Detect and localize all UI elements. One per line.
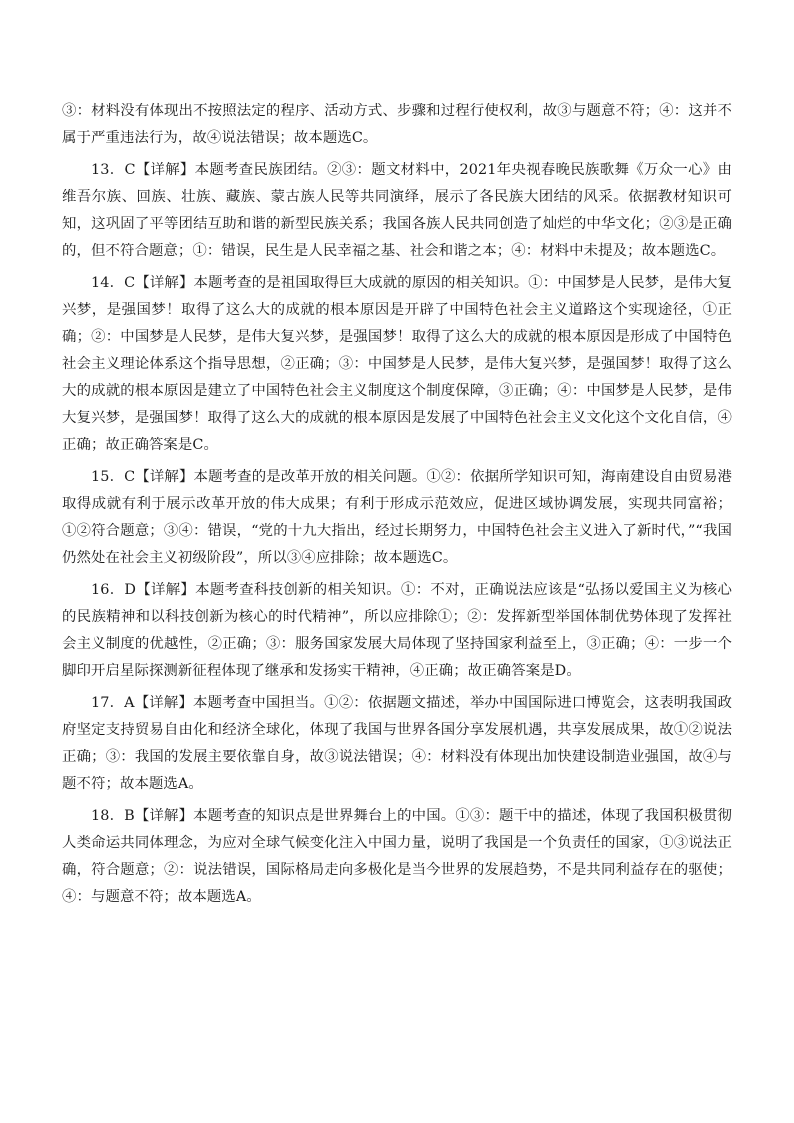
paragraph-q16: 16．D【详解】本题考查科技创新的相关知识。①：不对，正确说法应该是“弘扬以爱国主义为核心的民族精神和以科技创新为核心的时代精神”，所以应排除①；②：发挥新型举国体制优势体现了发挥社会主义制度的优越性，②正确；③：服务国家发展大局体现了坚持国家利益至上，③正确；④：一步一个脚印开启星际探测新征程体现了继承和发扬实干精神，④正确；故正确答案是D。 bbox=[62, 582, 732, 679]
paragraph-q18: 18．B【详解】本题考查的知识点是世界舞台上的中国。①③：题干中的描述，体现了我国积极贯彻人类命运共同体理念，为应对全球气候变化注入中国力量，说明了我国是一个负责任的国家，①③说法正确，符合题意；②：说法错误，国际格局走向多极化是当今世界的发展趋势，不是共同利益存在的驱使；④：与题意不符；故本题选A。 bbox=[62, 808, 732, 905]
paragraph-q13: 13．C【详解】本题考查民族团结。②③：题文材料中，2021年央视春晚民族歌舞《万众一心》由维吾尔族、回族、壮族、藏族、蒙古族人民等共同演绎，展示了各民族大团结的风采。依据教材知识可知，这巩固了平等团结互助和谐的新型民族关系；我国各族人民共同创造了灿烂的中华文化；②③是正确的，但不符合题意；①：错误，民生是人民幸福之基、社会和谐之本；④：材料中未提及；故本题选C。 bbox=[62, 162, 732, 259]
answer-explanations bbox=[62, 98, 732, 916]
paragraph-q14: 14．C【详解】本题考查的是祖国取得巨大成就的原因的相关知识。①：中国梦是人民梦，是伟大复兴梦，是强国梦！取得了这么大的成就的根本原因是开辟了中国特色社会主义道路这个实现途径，①正确；②：中国梦是人民梦，是伟大复兴梦，是强国梦！取得了这么大的成就的根本原因是形成了中国特色社会主义理论体系这个指导思想，②正确；③：中国梦是人民梦，是伟大复兴梦，是强国梦！取得了这么大的成就的根本原因是建立了中国特色社会主义制度这个制度保障，③正确；④：中国梦是人民梦，是伟大复兴梦，是强国梦！取得了这么大的成就的根本原因是发展了中国特色社会主义文化这个文化自信，④正确；故正确答案是C。 bbox=[62, 275, 732, 453]
paragraph-q17: 17．A【详解】本题考查中国担当。①②：依据题文描述，举办中国国际进口博览会，这表明我国政府坚定支持贸易自由化和经济全球化，体现了我国与世界各国分享发展机遇，共享发展成果，故①②说法正确；③：我国的发展主要依靠自身，故③说法错误；④：材料没有体现出加快建设制造业强国，故④与题不符；故本题选A。 bbox=[62, 695, 732, 792]
paragraph-q12-continuation: ③：材料没有体现出不按照法定的程序、活动方式、步骤和过程行使权利，故③与题意不符；④：这并不属于严重违法行为，故④说法错误；故本题选C。 bbox=[62, 103, 732, 146]
paragraph-q15: 15．C【详解】本题考查的是改革开放的相关问题。①②：依据所学知识可知，海南建设自由贸易港取得成就有利于展示改革开放的伟大成果；有利于形成示范效应，促进区域协调发展，实现共同富裕；①②符合题意；③④：错误，“党的十九大指出，经过长期努力，中国特色社会主义进入了新时代，”“我国仍然处在社会主义初级阶段”，所以③④应排除；故本题选C。 bbox=[62, 469, 732, 566]
